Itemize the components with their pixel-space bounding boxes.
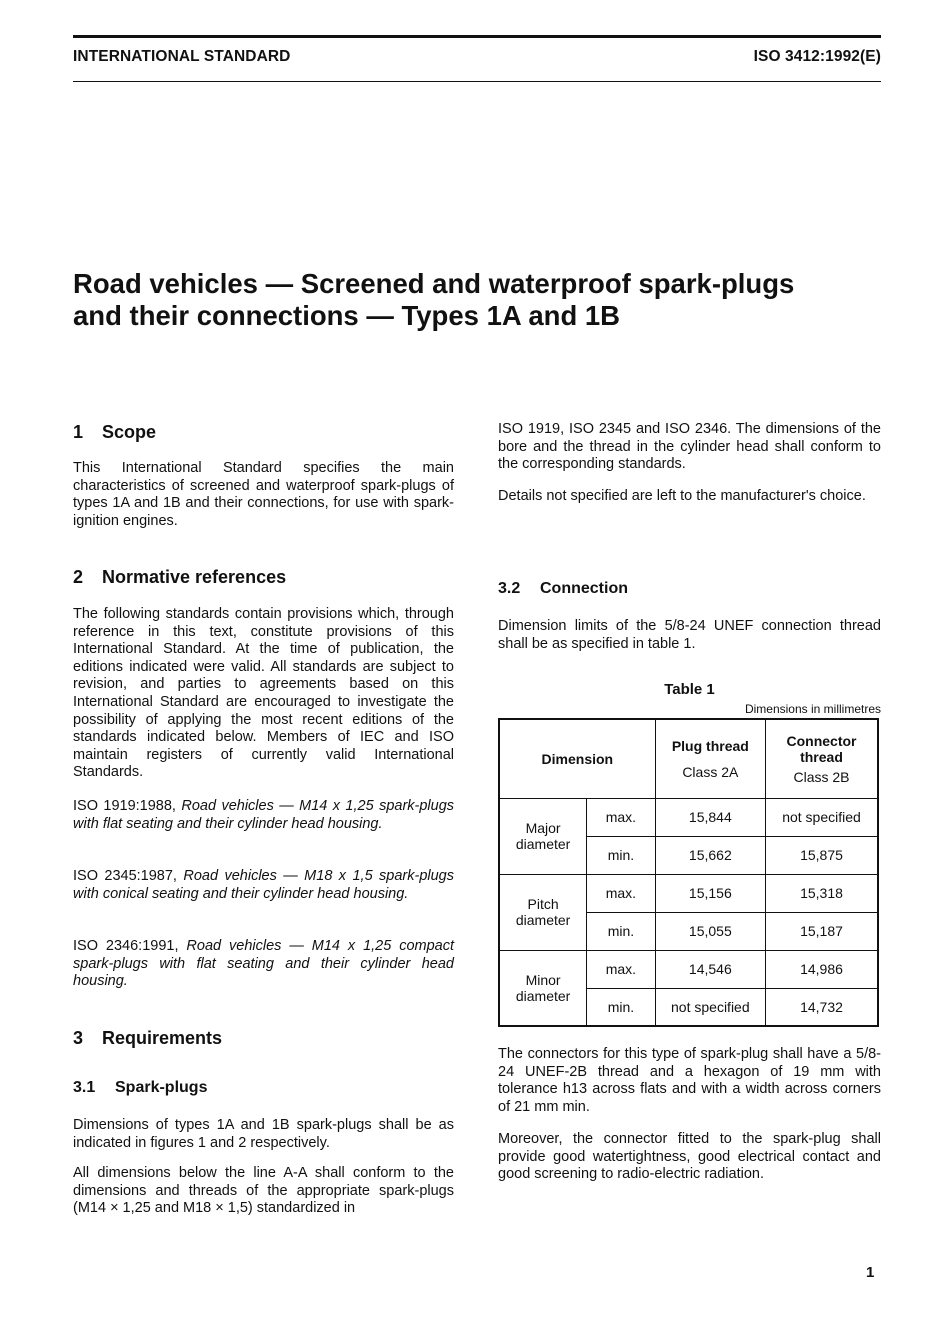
header-connector-thread: Connector thread Class 2B [765, 719, 878, 798]
header-plug-class: Class 2A [682, 763, 739, 780]
row-label: Major diameter [499, 798, 587, 874]
title-line-1: Road vehicles — Screened and waterproof spark-plugs [73, 268, 795, 299]
dimension-table [498, 718, 879, 1027]
page-number: 1 [866, 1264, 875, 1281]
table-cell: 15,844 [655, 798, 765, 836]
header-right: ISO 3412:1992(E) [753, 48, 881, 65]
spark-plugs-paragraph-1: Dimensions of types 1A and 1B spark-plugs shall be as indicated in figures 1 and 2 respectively. [73, 1117, 454, 1151]
table-cell: 14,546 [655, 950, 765, 988]
table-title: Table 1 [664, 681, 715, 698]
reference-iso-2346: ISO 2346:1991, Road vehicles — M14 x 1,25 compact spark-plugs with flat seating and their cylinder head housing. [73, 938, 455, 990]
table-cell: 15,662 [655, 836, 765, 874]
limit-label: min. [587, 836, 656, 874]
table-cell: 15,318 [765, 874, 878, 912]
table-header-row [499, 719, 878, 798]
page-header [73, 48, 881, 66]
scope-paragraph: This International Standard specifies the main characteristics of screened and waterproof spark-plugs of types 1A and 1B and their connections, for use with spark-ignition engines. [73, 460, 454, 529]
details-paragraph: Details not specified are left to the manufacturer's choice. [498, 488, 866, 504]
section-2-heading: 2 Normative references [73, 567, 287, 587]
table-cell: 15,055 [655, 912, 765, 950]
table-row [499, 950, 878, 988]
table-cell: 15,187 [765, 912, 878, 950]
table-units-note: Dimensions in millimetres [744, 702, 881, 716]
continuation-paragraph: ISO 1919, ISO 2345 and ISO 2346. The dimensions of the bore and the thread in the cylinder head shall conform to the corresponding standards. [498, 421, 881, 473]
table-cell: 15,875 [765, 836, 878, 874]
title-line-2: and their connections — Types 1A and 1B [73, 300, 621, 331]
header-dimension: Dimension [499, 719, 655, 798]
reference-iso-2345: ISO 2345:1987, Road vehicles — M18 x 1,5 spark-plugs with conical seating and their cylinder head housing. [73, 868, 454, 902]
header-plug-thread: Plug thread Class 2A [655, 719, 765, 798]
spark-plugs-paragraph-2: All dimensions below the line A-A shall conform to the dimensions and threads of the appropriate spark-plugs (M14 × 1,25 and M18 × 1,5) standardized in [73, 1165, 454, 1217]
table-cell: 14,732 [765, 988, 878, 1026]
row-label: Minor diameter [499, 950, 587, 1026]
connection-paragraph: Dimension limits of the 5/8-24 UNEF connection thread shall be as specified in table 1. [498, 618, 881, 652]
header-connector-class: Class 2B [793, 768, 850, 785]
top-rule [73, 35, 881, 38]
connectors-paragraph: The connectors for this type of spark-plug shall have a 5/8-24 UNEF-2B thread and a hexagon of 19 mm with tolerance h13 across flats and with a width across corners of 21 mm min. [498, 1046, 881, 1115]
moreover-paragraph: Moreover, the connector fitted to the spark-plug shall provide good watertightness, good electrical contact and good screening to radio-electric radiation. [498, 1131, 881, 1183]
table-cell: not specified [765, 798, 878, 836]
row-label: Pitch diameter [499, 874, 587, 950]
limit-label: min. [587, 988, 656, 1026]
limit-label: max. [587, 950, 656, 988]
table-row [499, 798, 878, 836]
document-title [73, 268, 881, 332]
section-3-heading: 3 Requirements [73, 1028, 223, 1048]
section-1-heading: 1 Scope [73, 422, 157, 442]
table-cell: 15,156 [655, 874, 765, 912]
limit-label: max. [587, 798, 656, 836]
header-rule [73, 81, 881, 82]
section-3-1-heading: 3.1 Spark-plugs [73, 1079, 208, 1096]
table-row [499, 874, 878, 912]
reference-iso-1919: ISO 1919:1988, Road vehicles — M14 x 1,25 spark-plugs with flat seating and their cylinder head housing. [73, 798, 455, 832]
table-cell: 14,986 [765, 950, 878, 988]
normative-references-paragraph: The following standards contain provisions which, through reference in this text, constitute provisions of this International Standard. At the time of publication, the editions indicated were valid. All standards are subject to revision, and parties to agreements based on this International Standard are encouraged to investigate the possibility of applying the most recent editions of the standards indicated below. Members of IEC and ISO maintain registers of currently valid International Standards. [73, 606, 454, 781]
section-3-2-heading: 3.2 Connection [498, 580, 628, 597]
header-left: INTERNATIONAL STANDARD [73, 48, 291, 65]
limit-label: min. [587, 912, 656, 950]
limit-label: max. [587, 874, 656, 912]
table-cell: not specified [655, 988, 765, 1026]
